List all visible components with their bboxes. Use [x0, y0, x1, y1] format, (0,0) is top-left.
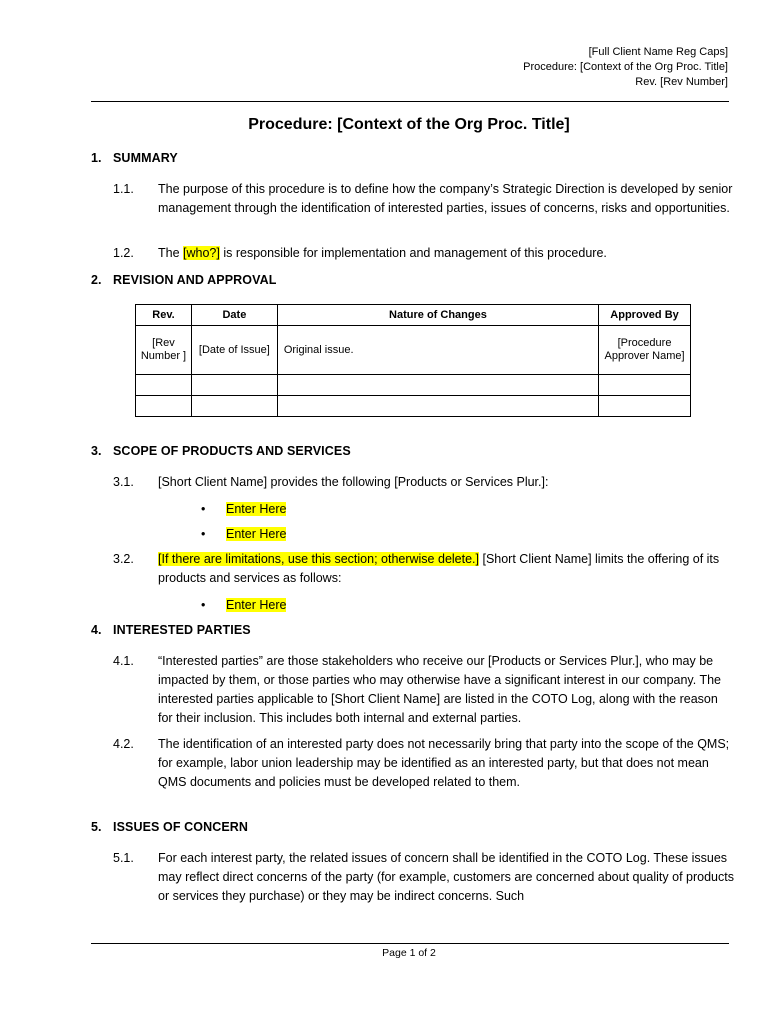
paragraph-text: For each interest party, the related issues of concern shall be identified in the COTO Log. These issues may reflect direct concerns of the party (for example, customers are concerned about quality of products or services they purchase) or they may be indirect concerns. Such: [158, 851, 734, 903]
paragraph-5-1: [113, 849, 735, 906]
table-cell: [191, 375, 277, 396]
cell-date: [Date of Issue]: [191, 326, 277, 375]
section-heading-revision: [91, 273, 276, 287]
table-cell: [136, 375, 192, 396]
cell-approved-by: [Procedure Approver Name]: [599, 326, 691, 375]
paragraph-text: The identification of an interested party does not necessarily bring that party into the scope of the QMS; for example, labor union leadership may be identified as an interested party, but that does not mean QMS documents and policies must be developed related to them.: [158, 737, 730, 789]
table-cell: [599, 396, 691, 417]
document-header: [523, 45, 728, 90]
paragraph-number: 4.2.: [113, 737, 134, 751]
section-title: SUMMARY: [113, 151, 178, 165]
list-item: [201, 525, 286, 544]
column-header-date: Date: [191, 305, 277, 326]
section-heading-summary: [91, 151, 178, 165]
column-header-nature-of-changes: Nature of Changes: [277, 305, 598, 326]
column-header-rev: Rev.: [136, 305, 192, 326]
page-number: Page 1 of 2: [382, 947, 436, 959]
header-client-name: [Full Client Name Reg Caps]: [588, 46, 728, 58]
section-heading-scope: [91, 444, 351, 458]
paragraph-text: is responsible for implementation and management of this procedure.: [219, 246, 607, 260]
table-cell: [277, 396, 598, 417]
section-heading-interested-parties: [91, 623, 251, 637]
bullet-icon: •: [201, 527, 206, 541]
paragraph-4-1: [113, 652, 735, 728]
table-cell: [136, 396, 192, 417]
section-heading-issues-of-concern: [91, 820, 248, 834]
list-item: [201, 500, 286, 519]
paragraph-number: 5.1.: [113, 851, 134, 865]
list-item: [201, 596, 286, 615]
section-number: 4.: [91, 623, 102, 637]
section-number: 1.: [91, 151, 102, 165]
table-cell: [599, 375, 691, 396]
highlighted-placeholder: Enter Here: [226, 598, 287, 612]
bullet-icon: •: [201, 598, 206, 612]
highlighted-placeholder: [who?]: [183, 246, 220, 260]
paragraph-text: [Short Client Name] limits the offering of its products and services as follows:: [158, 552, 720, 585]
header-rule: [91, 101, 729, 102]
section-title: INTERESTED PARTIES: [113, 623, 251, 637]
paragraph-number: 4.1.: [113, 654, 134, 668]
paragraph-number: 3.1.: [113, 475, 134, 489]
table-header-row: [136, 305, 691, 326]
paragraph-1-2: [113, 244, 735, 263]
paragraph-number: 1.2.: [113, 246, 134, 260]
cell-rev: [Rev Number ]: [136, 326, 192, 375]
column-header-approved-by: Approved By: [599, 305, 691, 326]
paragraph-text: “Interested parties” are those stakeholders who receive our [Products or Services Plur.], who may be impacted by them, or those parties who may otherwise have a significant interest in our company. The interested parties applicable to [Short Client Name] are listed in the COTO Log, along with the reason for their inclusion. This includes both internal and external parties.: [158, 654, 722, 725]
paragraph-3-1: [113, 473, 735, 492]
section-number: 3.: [91, 444, 102, 458]
highlighted-placeholder: [If there are limitations, use this section; otherwise delete.]: [158, 552, 479, 566]
cell-nature-of-changes: Original issue.: [277, 326, 598, 375]
highlighted-placeholder: Enter Here: [226, 527, 287, 541]
table-row: [136, 375, 691, 396]
section-title: REVISION AND APPROVAL: [113, 273, 277, 287]
bullet-icon: •: [201, 502, 206, 516]
table-cell: [277, 375, 598, 396]
revision-table: [135, 304, 691, 417]
section-title: ISSUES OF CONCERN: [113, 820, 249, 834]
header-revision: Rev. [Rev Number]: [635, 76, 728, 88]
section-title: SCOPE OF PRODUCTS AND SERVICES: [113, 444, 351, 458]
paragraph-3-2: [113, 550, 735, 588]
section-number: 2.: [91, 273, 102, 287]
paragraph-text: The: [158, 246, 184, 260]
paragraph-number: 3.2.: [113, 552, 134, 566]
paragraph-text: [Short Client Name] provides the following [Products or Services Plur.]:: [158, 475, 549, 489]
paragraph-1-1: [113, 180, 735, 218]
table-row: [136, 326, 691, 375]
highlighted-placeholder: Enter Here: [226, 502, 287, 516]
paragraph-text: The purpose of this procedure is to define how the company’s Strategic Direction is developed by senior management through the identification of interested parties, issues of concerns, risks and opportunities.: [158, 182, 733, 215]
section-number: 5.: [91, 820, 102, 834]
table-row: [136, 396, 691, 417]
document-title: Procedure: [Context of the Org Proc. Title]: [248, 116, 570, 133]
header-procedure-title: Procedure: [Context of the Org Proc. Title]: [523, 61, 728, 73]
table-cell: [191, 396, 277, 417]
paragraph-4-2: [113, 735, 735, 792]
paragraph-number: 1.1.: [113, 182, 134, 196]
footer-rule: [91, 943, 729, 944]
